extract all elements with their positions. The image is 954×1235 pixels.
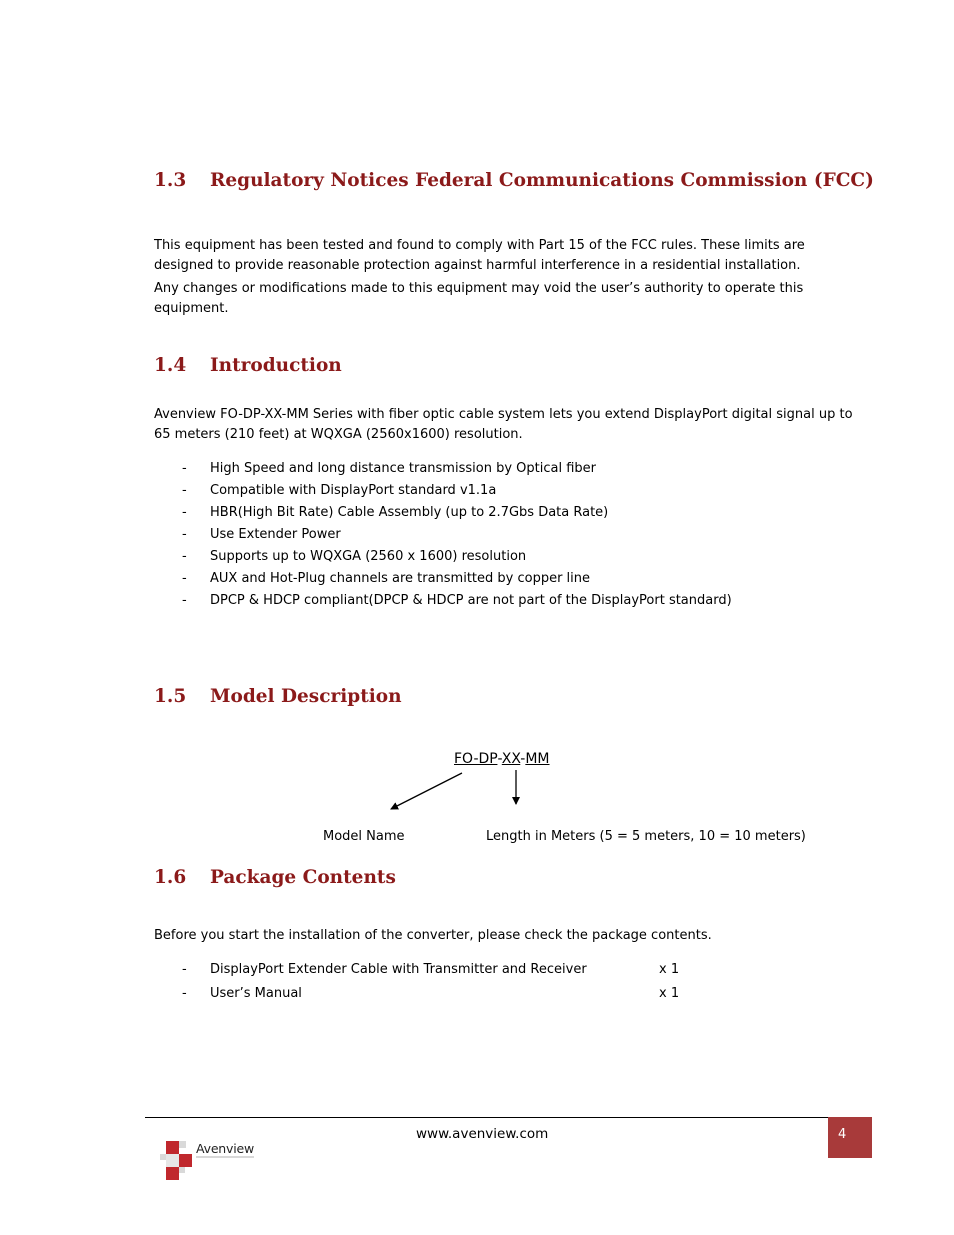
model-code: FO-DP-XX-MM: [454, 751, 550, 767]
arrow-model-name: [391, 773, 462, 809]
section-title: Introduction: [210, 355, 342, 376]
page-number-box: [828, 1117, 872, 1158]
logo-text: Avenview: [196, 1141, 255, 1156]
fcc-paragraph-1: This equipment has been tested and found to comply with Part 15 of the FCC rules. These limits are designed to provide reasonable protection against harmful interference in a residential installation.: [154, 238, 805, 273]
model-part-length: XX: [501, 751, 521, 767]
length-label: Length in Meters (5 = 5 meters, 10 = 10 meters): [486, 829, 806, 844]
section-title: Package Contents: [210, 867, 396, 888]
intro-paragraph: Avenview FO-DP-XX-MM Series with fiber optic cable system lets you extend DisplayPort digital signal up to 65 meters (210 feet) at WQXGA (2560x1600) resolution.: [154, 407, 853, 442]
model-part-name: FO-DP: [454, 751, 498, 767]
item-quantity: x 1: [659, 986, 680, 1001]
model-part-suffix: MM: [525, 751, 550, 767]
section-title: Regulatory Notices Federal Communications Commission (FCC): [210, 170, 874, 191]
package-paragraph: Before you start the installation of the converter, please check the package contents.: [154, 928, 712, 943]
section-number: 1.6: [154, 867, 187, 888]
section-number: 1.3: [154, 170, 187, 191]
section-title: Model Description: [210, 686, 402, 707]
fcc-paragraph-2: Any changes or modifications made to this equipment may void the user’s authority to operate this equipment.: [154, 281, 804, 316]
section-number: 1.5: [154, 686, 187, 707]
item-quantity: x 1: [659, 962, 680, 977]
section-heading-1-6: [154, 867, 396, 888]
section-number: 1.4: [154, 355, 187, 376]
model-name-label: Model Name: [323, 829, 405, 844]
document-page: 1.3 Regulatory Notices Federal Communications Commission (FCC) This equipment has been tested and found to comply with Part 15 of the FCC rules. These limits are designed to provide reasonable protection against harmful interference in a residential installation. Any changes or modifications made to this equipment may void the user’s authority to operate this equipment. 1.4 Introduction Avenview FO-DP-XX-MM Series with fiber optic cable system lets you extend DisplayPort digital signal up to 65 meters (210 feet) at WQXGA (2560x1600) resolution. - High Speed and long distance transmission by Optical fiber - Compatible with DisplayPort standard v1.1a - HBR(High Bit Rate) Cable Assembly (up to 2.7Gbs Data Rate) - Use Extender Power - Supports up to WQXGA (2560 x 1600) resolution - AUX and Hot-Plug channels are transmitted by copper line - DPCP & HDCP compliant(DPCP & HDCP are not part of the DisplayPort standard) 1.5 Model Description FO-DP-XX-MM Model Name Length in Meters (5 = 5 meters, 10 = 10 meters) 1.6 Package Contents Before you start the installation of the converter, please check the package contents. - DisplayPort Extender Cable with Transmitter and Receiver x 1 - User’s Manual x 1 www.avenview.com 4 Avenview: [0, 0, 954, 1235]
footer-divider: [145, 1117, 828, 1118]
page-number: 4: [838, 1127, 847, 1142]
footer-url: www.avenview.com: [416, 1126, 549, 1142]
